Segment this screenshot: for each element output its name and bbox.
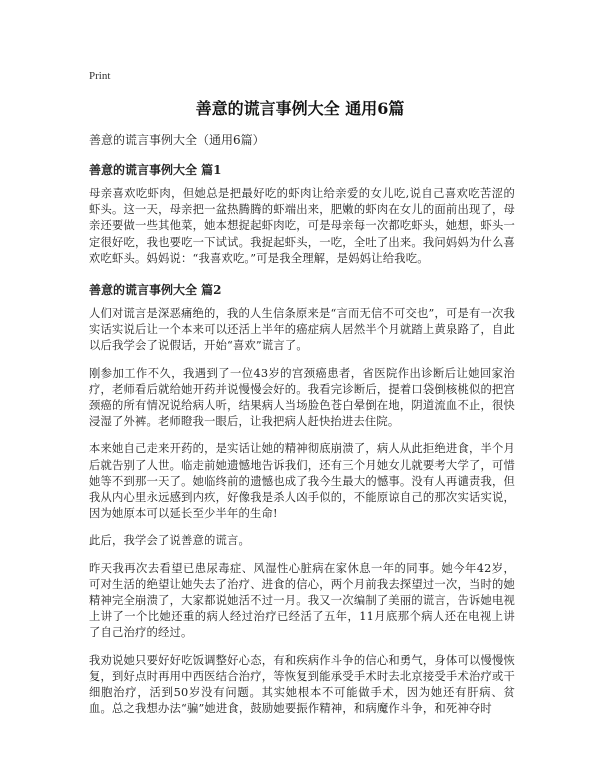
- document-body: [89, 130, 515, 728]
- paragraph: 本来她自己走来开药的，是实话让她的精神彻底崩溃了，病人从此拒绝进食，半个月后就告别了人世。临走前她遗憾地告诉我们，还有三个月她女儿就要考大学了，可惜她等不到那一天了。她临终前的遗憾也成了我今生最大的憾事。没有人再谴责我，但我从内心里永远感到内疚，好像我是杀人凶手似的，不能原谅自己的那次实话实说，因为她原本可以延长至少半年的生命!: [89, 442, 515, 521]
- document-subtitle: 善意的谎言事例大全（通用6篇）: [89, 133, 265, 147]
- paragraph: 我劝说她只要好好吃饭调整好心态，有和疾病作斗争的信心和勇气，身体可以慢慢恢复，到好点时再用中西医结合治疗，等恢复到能承受手术时去北京接受手术治疗或干细胞治疗，活到50岁没有问题。其实她根本不可能做手术，因为她还有肝病、贫血。总之我想办法“骗”她进食，鼓励她要振作精神，和病魔作斗争，和死神夺时: [89, 653, 515, 716]
- section-2: [89, 280, 515, 717]
- section-1: [89, 160, 515, 267]
- paragraph: 此后，我学会了说善意的谎言。: [89, 534, 250, 548]
- paragraph: 刚参加工作不久，我遇到了一位43岁的宫颈癌患者，省医院作出诊断后让她回家治疗，老师看后就给她开药并说慢慢会好的。我看完诊断后，提着口袋倒核桃似的把宫颈癌的所有情况说给病人听，结果病人当场脸色苍白晕倒在地，阴道流血不止，很快浸湿了外裤。老师瞪我一眼后，让我把病人赶快抬进去住院。: [89, 366, 515, 429]
- section-heading: 善意的谎言事例大全 篇1: [89, 163, 222, 177]
- paragraph: 母亲喜欢吃虾肉，但她总是把最好吃的虾肉让给亲爱的女儿吃,说自己喜欢吃苦涩的虾头。这一天，母亲把一盆热腾腾的虾端出来，肥嫩的虾肉在女儿的面前出现了，母亲还要做一些其他菜，她本想捉起虾肉吃，可是母亲每一次都吃虾头，她想，虾头一定很好吃，我也要吃一下试试。我捉起虾头，一吃，全吐了出来。我问妈妈为什么喜欢吃虾头。妈妈说：“我喜欢吃。”可是我全理解，是妈妈让给我吃。: [89, 187, 515, 265]
- paragraph: 昨天我再次去看望已患尿毒症、风湿性心脏病在家休息一年的同事。她今年42岁，可对生活的绝望让她失去了治疗、进食的信心，两个月前我去探望过一次，当时的她精神完全崩溃了，大家都说她活不过一月。我又一次编制了美丽的谎言，告诉她电视上讲了一个比她还重的病人经过治疗已经活了五年，11月底那个病人还在电视上讲了自己治疗的经过。: [89, 561, 515, 640]
- section-heading: 善意的谎言事例大全 篇2: [89, 283, 222, 298]
- paragraph: 人们对谎言是深恶痛绝的，我的人生信条原来是“言而无信不可交也”，可是有一次我实话实说后让一个本来可以还活上半年的癌症病人居然半个月就踏上黄泉路了，自此以后我学会了说假话，开始“喜欢”谎言了。: [89, 307, 515, 353]
- print-link[interactable]: Print: [89, 70, 111, 82]
- document-title: 善意的谎言事例大全 通用6篇: [195, 99, 405, 118]
